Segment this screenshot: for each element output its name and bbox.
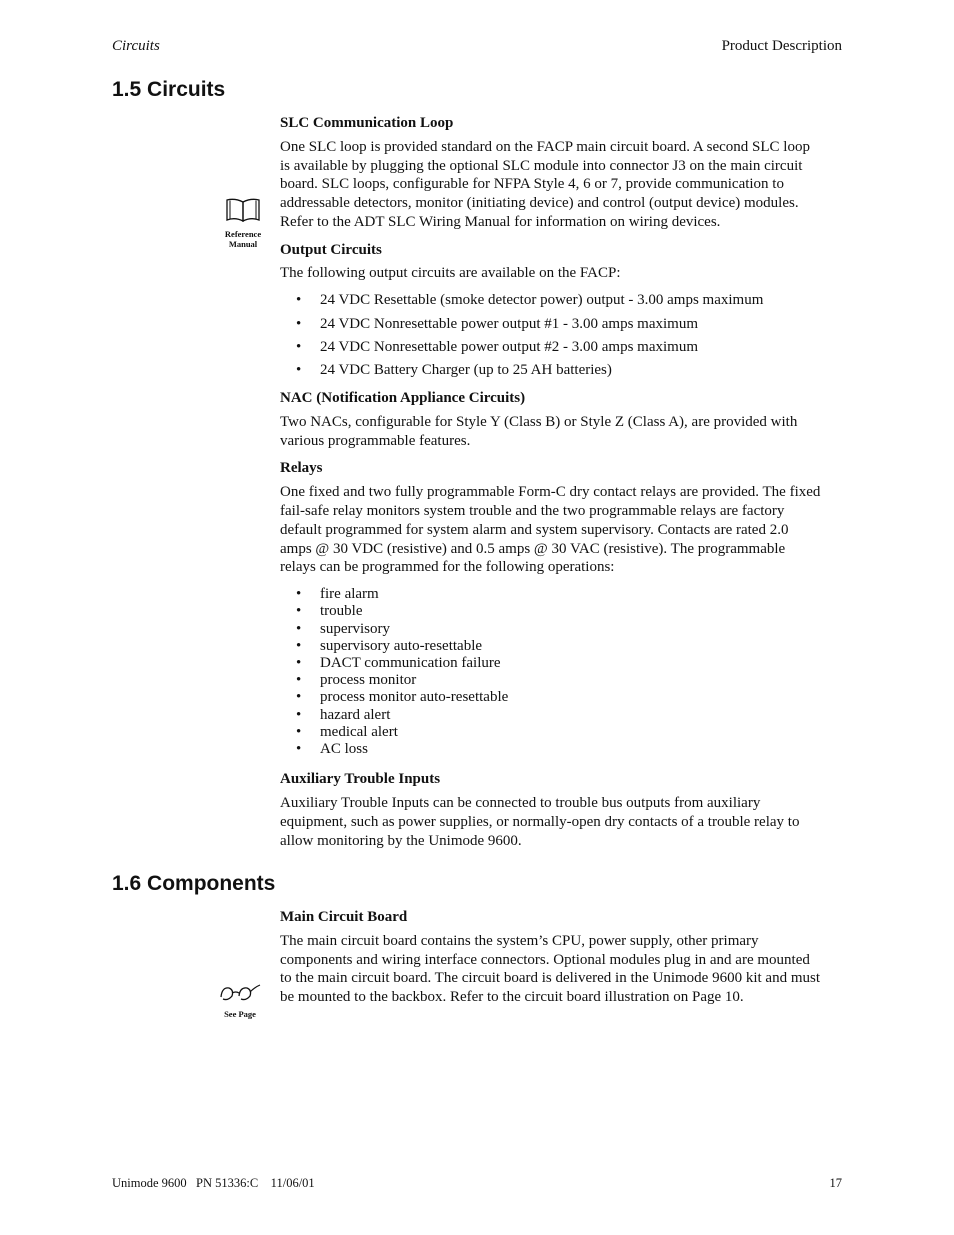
list-item: • process monitor auto-resettable [296,689,509,706]
list-item: • supervisory [296,620,390,637]
reference-manual-marker [220,198,266,249]
header-chapter-label: Product Description [721,38,842,54]
main-board-paragraph [280,932,842,1007]
see-page-caption: See Page [224,1009,256,1019]
main-board-line: be mounted to the backbox. Refer to the circuit board illustration on Page 10. [280,989,744,1006]
section-title-components: 1.6 Components [112,872,276,895]
page-number: 17 [829,1176,842,1190]
relays-line: fail-safe relay monitors system trouble and the two programmable relays are factory [280,503,785,520]
relay-operations-list [280,586,842,758]
aux-line: Auxiliary Trouble Inputs can be connected to trouble bus outputs from auxiliary [280,795,761,812]
list-item: • 24 VDC Nonresettable power output #2 - 3.00 amps maximum [296,338,699,355]
relays-heading: Relays [280,460,323,477]
slc-line: One SLC loop is provided standard on the FACP main circuit board. A second SLC loop [280,138,810,155]
relays-line: amps @ 30 VDC (resistive) and 0.5 amps @ 30 VAC (resistive). The programmable [280,540,786,557]
slc-heading: SLC Communication Loop [280,115,454,131]
output-intro: The following output circuits are available on the FACP: [280,264,621,281]
book-icon [225,198,261,224]
list-item: • 24 VDC Nonresettable power output #1 - 3.00 amps maximum [296,315,699,332]
main-board-line: to the main circuit board. The circuit board is delivered in the Unimode 9600 kit and must [280,970,821,987]
relays-paragraph [280,483,842,577]
main-board-block [280,908,842,1007]
relays-line: default programmed for system alarm and system supervisory. Contacts are rated 2.0 [280,521,789,538]
aux-line: allow monitoring by the Unimode 9600. [280,832,522,849]
output-heading: Output Circuits [280,241,382,258]
list-item: • medical alert [296,723,398,740]
list-item: • fire alarm [296,586,379,603]
slc-line: board. SLC loops, configurable for NFPA Style 4, 6 or 7, provide communication to [280,176,784,193]
relays-line: One fixed and two fully programmable Form-C dry contact relays are provided. The fixed [280,484,821,501]
main-board-line: The main circuit board contains the system’s CPU, power supply, other primary [280,932,759,949]
section-title-circuits: 1.5 Circuits [112,78,226,101]
list-item: • hazard alert [296,706,391,723]
list-item: • 24 VDC Battery Charger (up to 25 AH batteries) [296,362,612,379]
see-page-marker [216,983,264,1019]
nac-paragraph [280,413,842,451]
list-item: • AC loss [296,741,368,758]
nac-heading: NAC (Notification Appliance Circuits) [280,390,526,407]
manual-caption: Manual [228,239,258,249]
reference-caption: Reference [224,229,262,239]
list-item: • 24 VDC Resettable (smoke detector power) output - 3.00 amps maximum [296,292,764,309]
aux-paragraph [280,794,842,850]
list-item: • DACT communication failure [296,655,501,672]
glasses-icon [218,983,262,1003]
list-item: • supervisory auto-resettable [296,637,483,654]
aux-heading: Auxiliary Trouble Inputs [280,771,441,788]
slc-paragraph [280,138,842,232]
main-board-heading: Main Circuit Board [280,909,408,925]
output-list [280,291,842,380]
relays-line: relays can be programmed for the following operations: [280,559,615,576]
footer-document-id: Unimode 9600 PN 51336:C 11/06/01 [112,1176,315,1190]
slc-line: is available by plugging the optional SLC module into connector J3 on the main circuit [280,157,803,174]
nac-line: various programmable features. [280,432,471,449]
slc-block [280,114,842,850]
slc-line: addressable detectors, monitor (initiating device) and control (output device) modules. [280,195,799,212]
aux-line: equipment, such as power supplies, or normally-open dry contacts of a trouble relay to [280,813,800,830]
header-section-label: Circuits [112,38,160,54]
nac-line: Two NACs, configurable for Style Y (Class B) or Style Z (Class A), are provided with [280,413,798,430]
list-item: • process monitor [296,672,417,689]
list-item: • trouble [296,603,363,620]
slc-line: Refer to the ADT SLC Wiring Manual for information on wiring devices. [280,213,721,230]
main-board-line: components and wiring interface connectors. Optional modules plug in and are mounted [280,951,810,968]
